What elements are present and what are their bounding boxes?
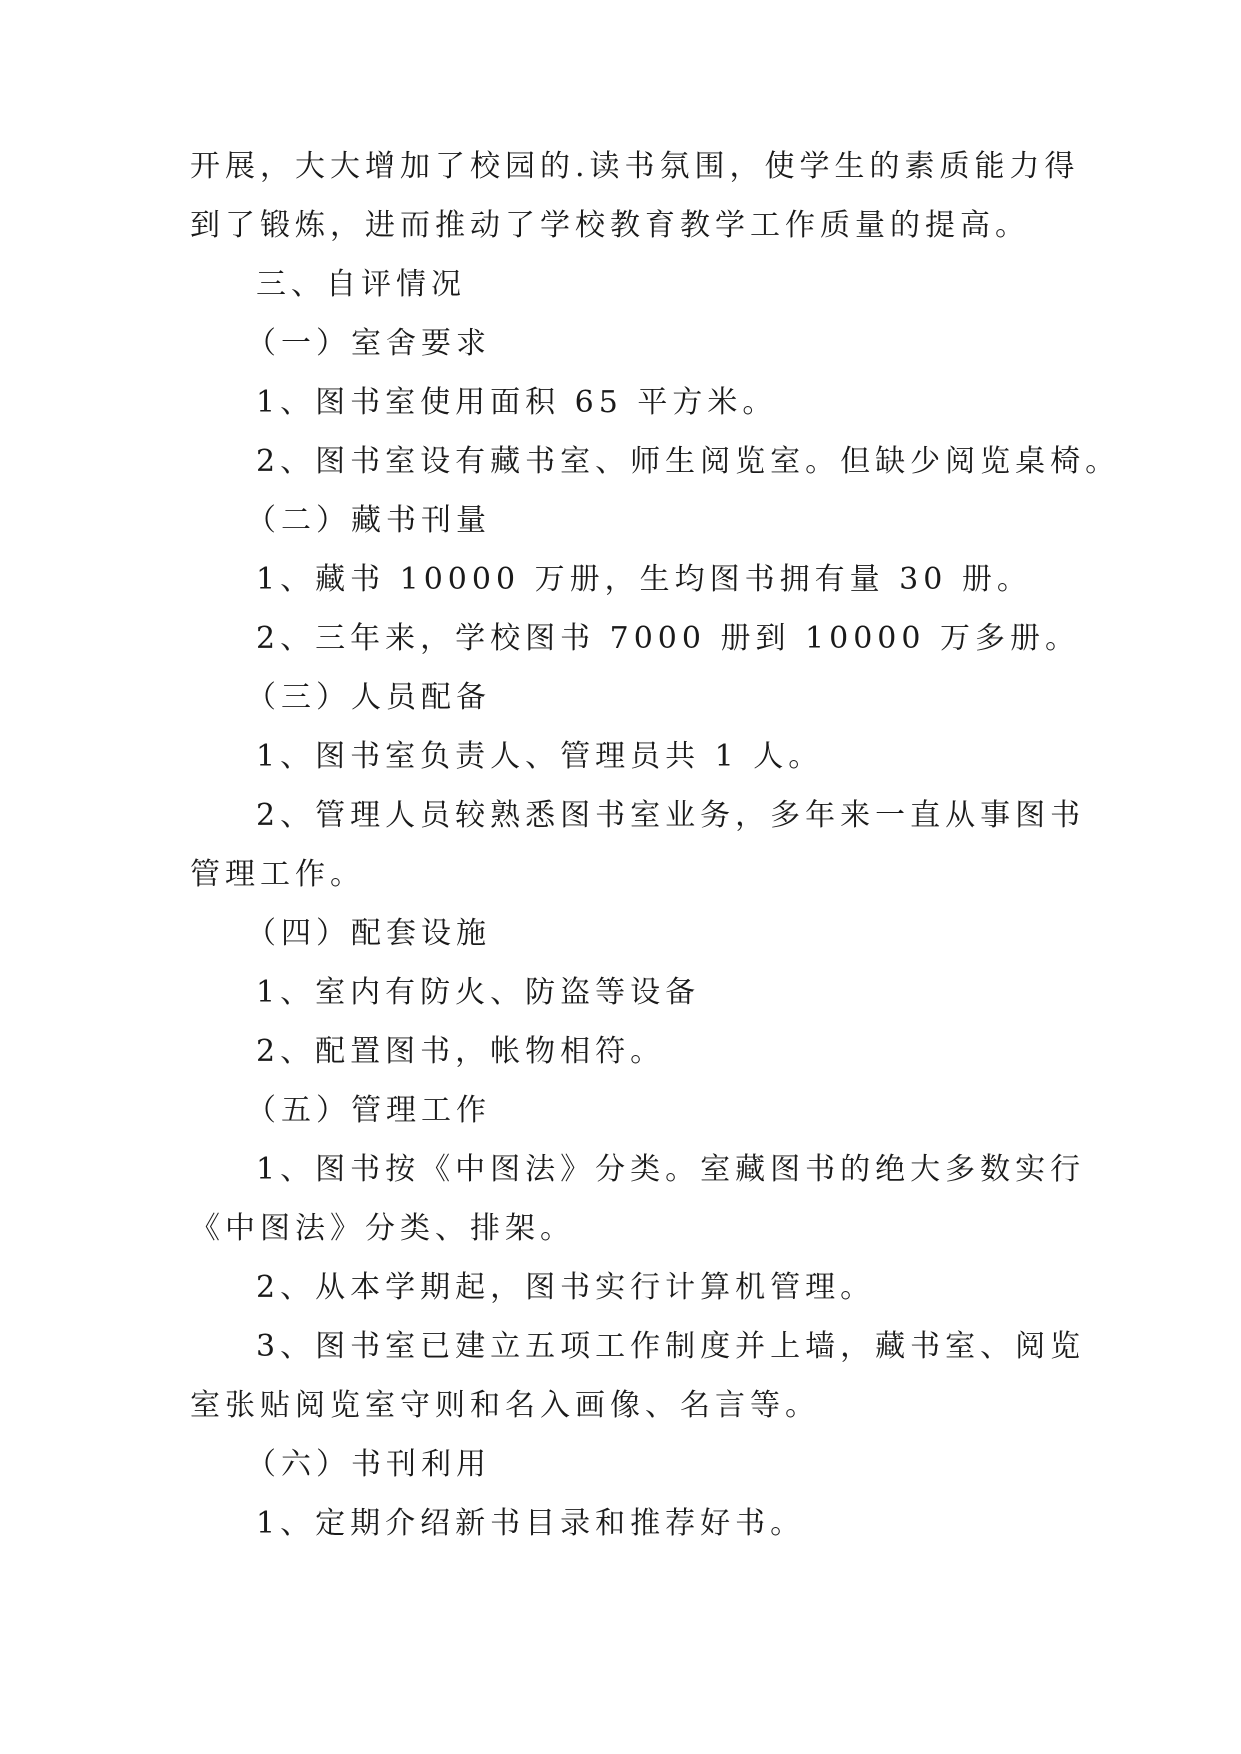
text-line: 1、图书室负责人、管理员共 1 人。	[256, 739, 824, 774]
subsection-heading: （二）藏书刊量	[246, 503, 491, 538]
text-line: 2、配置图书，帐物相符。	[256, 1034, 666, 1069]
subsection-heading: （五）管理工作	[246, 1093, 491, 1128]
text-line: 2、图书室设有藏书室、师生阅览室。但缺少阅览桌椅。	[256, 444, 1121, 479]
text-line: 2、三年来，学校图书 7000 册到 10000 万多册。	[256, 621, 1081, 656]
text-line: 室张贴阅览室守则和名入画像、名言等。	[190, 1388, 820, 1423]
subsection-heading: （三）人员配备	[246, 680, 491, 715]
text-line: 1、室内有防火、防盗等设备	[256, 975, 701, 1010]
text-line: 2、从本学期起，图书实行计算机管理。	[256, 1270, 876, 1305]
subsection-heading: （四）配套设施	[246, 916, 491, 951]
text-line: 1、图书按《中图法》分类。室藏图书的绝大多数实行	[256, 1152, 1086, 1187]
text-line: 《中图法》分类、排架。	[190, 1211, 575, 1246]
section-heading: 三、自评情况	[256, 267, 466, 302]
text-line: 开展，大大增加了校园的.读书氛围，使学生的素质能力得	[190, 149, 1080, 184]
text-line: 1、藏书 10000 万册，生均图书拥有量 30 册。	[256, 562, 1032, 597]
subsection-heading: （一）室舍要求	[246, 326, 491, 361]
text-line: 3、图书室已建立五项工作制度并上墙，藏书室、阅览	[256, 1329, 1086, 1364]
text-line: 1、定期介绍新书目录和推荐好书。	[256, 1506, 806, 1541]
text-line: 到了锻炼，进而推动了学校教育教学工作质量的提高。	[190, 208, 1030, 243]
subsection-heading: （六）书刊利用	[246, 1447, 491, 1482]
text-line: 管理工作。	[190, 857, 365, 892]
text-line: 2、管理人员较熟悉图书室业务，多年来一直从事图书	[256, 798, 1086, 833]
text-line: 1、图书室使用面积 65 平方米。	[256, 385, 778, 420]
